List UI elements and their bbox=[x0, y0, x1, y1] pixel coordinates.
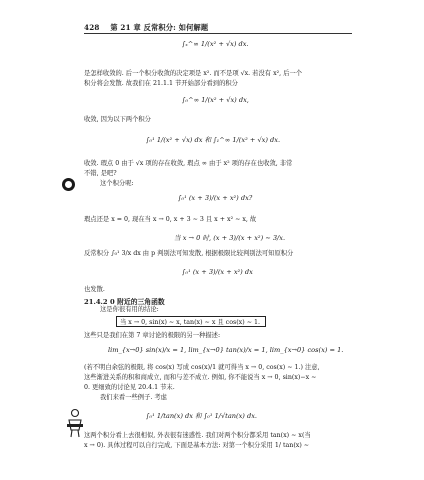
chapter-title: 第 21 章 反常积分: 如何解题 bbox=[110, 23, 209, 32]
text-line: 不错, 是吧? bbox=[84, 170, 117, 177]
running-header bbox=[84, 23, 208, 33]
reader-figure-icon bbox=[64, 408, 86, 438]
display-integral-2: ∫₀^∞ 1/(x² + √x) dx, bbox=[182, 96, 249, 104]
margin-marker-icon bbox=[62, 178, 75, 191]
text-line: 收敛. 瑕点 0 由于 √x 项的存在收敛, 瑕点 ∞ 由于 x² 项的存在也收敛, 非常 bbox=[84, 160, 293, 167]
page-number: 428 bbox=[84, 23, 100, 32]
text-line: 这些只是我们在第 7 章讨论的极限的另一种描述: bbox=[84, 332, 221, 339]
text-line: 这是你很有用的结论: bbox=[100, 306, 159, 313]
section-heading: 21.4.2 0 附近的三角函数 bbox=[84, 298, 165, 306]
text-line: 这些渐进关系的积和商成立, 而和与差不成立. 例如, 你不能说当 x → 0, sin(x)−x ∼ bbox=[84, 374, 317, 381]
text-line: 0. 更细致的讨论见 20.4.1 节末. bbox=[84, 384, 175, 391]
text-line: 反常积分 ∫₀¹ 3/x dx 由 p 判别法可知发散, 根据极限比较判别法可知原积分 bbox=[84, 250, 294, 257]
text-line: 是怎样收敛的. 后一个积分收敛的决定项是 x². 而不是项 √x. 若没有 x², 后一个 bbox=[84, 70, 303, 77]
text-line: 瑕点还是 x = 0, 现在当 x → 0, x + 3 ∼ 3 且 x + x² ∼ x, 故 bbox=[84, 216, 257, 223]
text-line: 这个积分呢: bbox=[100, 180, 134, 187]
text-line: 收敛, 因为以下两个积分 bbox=[84, 116, 151, 123]
display-integral-6: ∫₀¹ 1/tan(x) dx 和 ∫₀¹ 1/√tan(x) dx. bbox=[146, 412, 258, 420]
text-line: x → 0). 具体过程可以自行完成, 下面是基本方法: 对第一个积分采用 1/ tan(x) ∼ bbox=[84, 442, 310, 449]
text-line: 也发散. bbox=[84, 286, 105, 293]
display-integral-5: ∫₀¹ (x + 3)/(x + x²) dx bbox=[182, 268, 253, 276]
boxed-result: 当 x → 0, sin(x) ∼ x, tan(x) ∼ x 且 cos(x) ∼ 1. bbox=[116, 316, 266, 327]
display-integral-1: ∫ₓ^∞ 1/(x² + √x) dx. bbox=[182, 40, 249, 48]
display-asymptotic: 当 x → 0 时, (x + 3)/(x + x²) ∼ 3/x. bbox=[174, 234, 286, 242]
header-rule bbox=[84, 33, 352, 34]
text-line: 这两个积分看上去很相似, 外表很有迷惑性. 我们对两个积分都采用 tan(x) ∼ x(当 bbox=[84, 432, 311, 439]
text-line: (若不明白余弦的极限, 将 cos(x) 写成 cos(x)/1 就可得当 x → 0, cos(x) ∼ 1.) 注意, bbox=[84, 364, 320, 371]
text-line: 积分将会发散. 故我们在 21.1.1 节开始部分看到的积分 bbox=[84, 80, 238, 87]
display-integral-3: ∫₀¹ 1/(x² + √x) dx 和 ∫₁^∞ 1/(x² + √x) dx. bbox=[146, 136, 281, 144]
display-integral-4: ∫₀¹ (x + 3)/(x + x²) dx? bbox=[178, 194, 253, 202]
text-line: 我们来看一些例子. 考虑 bbox=[100, 394, 167, 401]
display-limits: lim_{x→0} sin(x)/x = 1, lim_{x→0} tan(x)/x = 1, lim_{x→0} cos(x) = 1. bbox=[108, 346, 344, 354]
